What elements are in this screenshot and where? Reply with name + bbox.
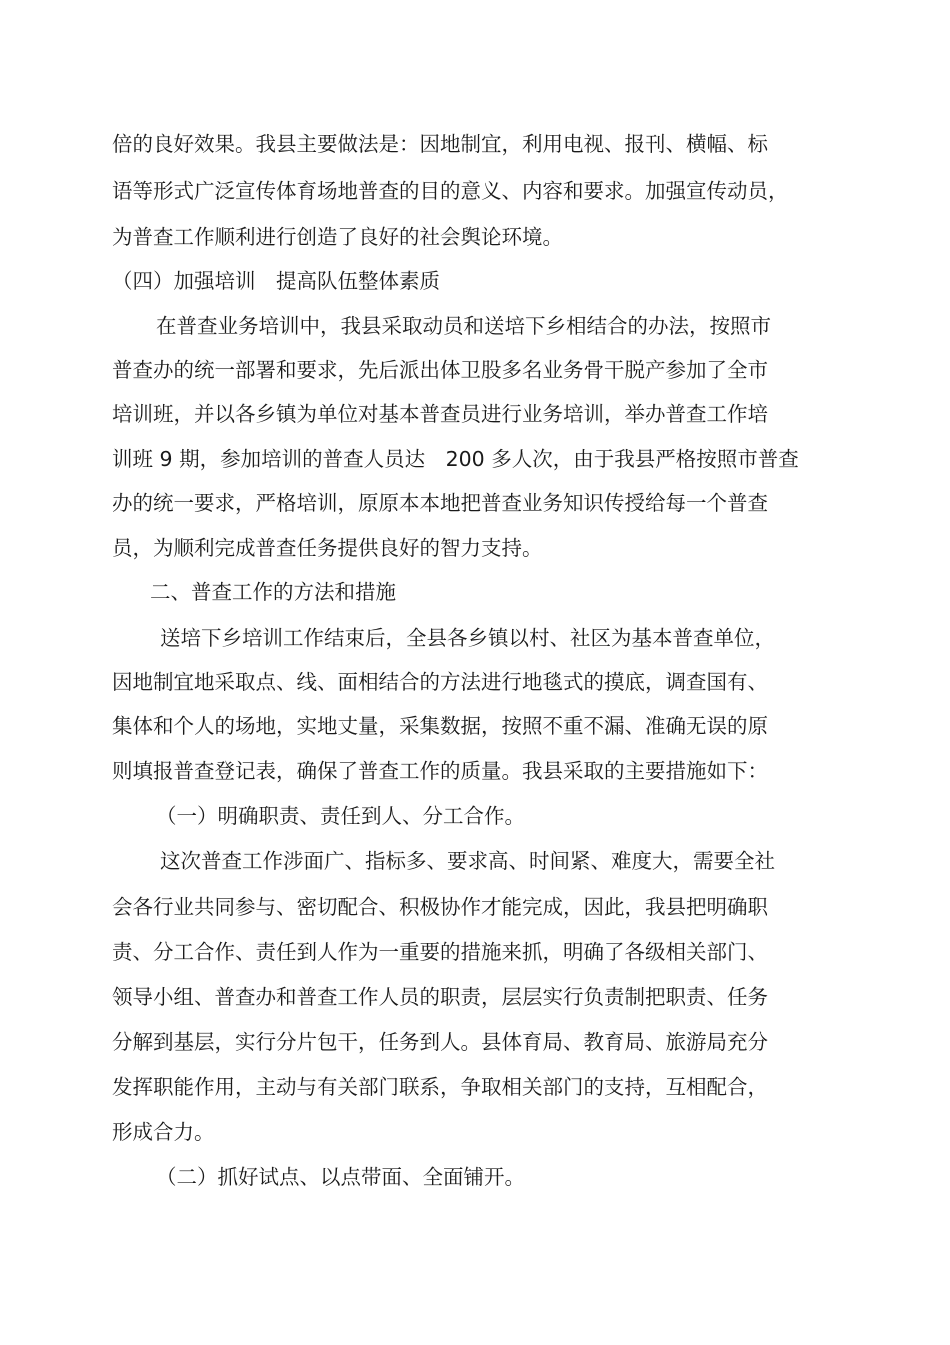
body-text-line: 因地制宜地采取点、线、面相结合的方法进行地毯式的摸底，调查国有、 <box>112 670 768 694</box>
body-text-line: 普查办的统一部署和要求，先后派出体卫股多名业务骨干脱产参加了全市 <box>112 358 768 382</box>
body-text-line: 这次普查工作涉面广、指标多、要求高、时间紧、难度大，需要全社 <box>160 849 775 873</box>
body-text-line: 分解到基层，实行分片包干，任务到人。县体育局、教育局、旅游局充分 <box>112 1030 768 1054</box>
body-text-line: 办的统一要求，严格培训，原原本本地把普查业务知识传授给每一个普查 <box>112 491 768 515</box>
body-text-line: 会各行业共同参与、密切配合、积极协作才能完成，因此，我县把明确职 <box>112 895 768 919</box>
body-text-line: 为普查工作顺利进行创造了良好的社会舆论环境。 <box>112 225 563 249</box>
chapter-heading: 二、普查工作的方法和措施 <box>150 580 396 604</box>
body-text-line: 责、分工合作、责任到人作为一重要的措施来抓，明确了各级相关部门、 <box>112 940 768 964</box>
body-text-line: 形成合力。 <box>112 1120 215 1144</box>
body-text-line: 倍的良好效果。我县主要做法是：因地制宜，利用电视、报刊、横幅、标 <box>112 132 768 156</box>
body-text-line: 则填报普查登记表，确保了普查工作的质量。我县采取的主要措施如下： <box>112 759 768 783</box>
body-text-line: 培训班，并以各乡镇为单位对基本普查员进行业务培训，举办普查工作培 <box>112 402 768 426</box>
body-text-line: 员，为顺利完成普查任务提供良好的智力支持。 <box>112 536 543 560</box>
body-text-line: 在普查业务培训中，我县采取动员和送培下乡相结合的办法，按照市 <box>156 314 771 338</box>
body-text-line: 发挥职能作用，主动与有关部门联系，争取相关部门的支持，互相配合， <box>112 1075 768 1099</box>
body-text-line: 送培下乡培训工作结束后，全县各乡镇以村、社区为基本普查单位， <box>160 626 775 650</box>
body-text-line: 集体和个人的场地，实地丈量，采集数据，按照不重不漏、准确无误的原 <box>112 714 768 738</box>
body-text-line: 训班 9 期，参加培训的普查人员达 200 多人次，由于我县严格按照市普查 <box>112 447 799 471</box>
section-heading: （四）加强培训 提高队伍整体素质 <box>112 269 440 293</box>
body-text-line: 领导小组、普查办和普查工作人员的职责，层层实行负责制把职责、任务 <box>112 985 768 1009</box>
section-heading: （二）抓好试点、以点带面、全面铺开。 <box>156 1165 525 1189</box>
section-heading: （一）明确职责、责任到人、分工合作。 <box>156 804 525 828</box>
body-text-line: 语等形式广泛宣传体育场地普查的目的意义、内容和要求。加强宣传动员， <box>112 179 789 203</box>
